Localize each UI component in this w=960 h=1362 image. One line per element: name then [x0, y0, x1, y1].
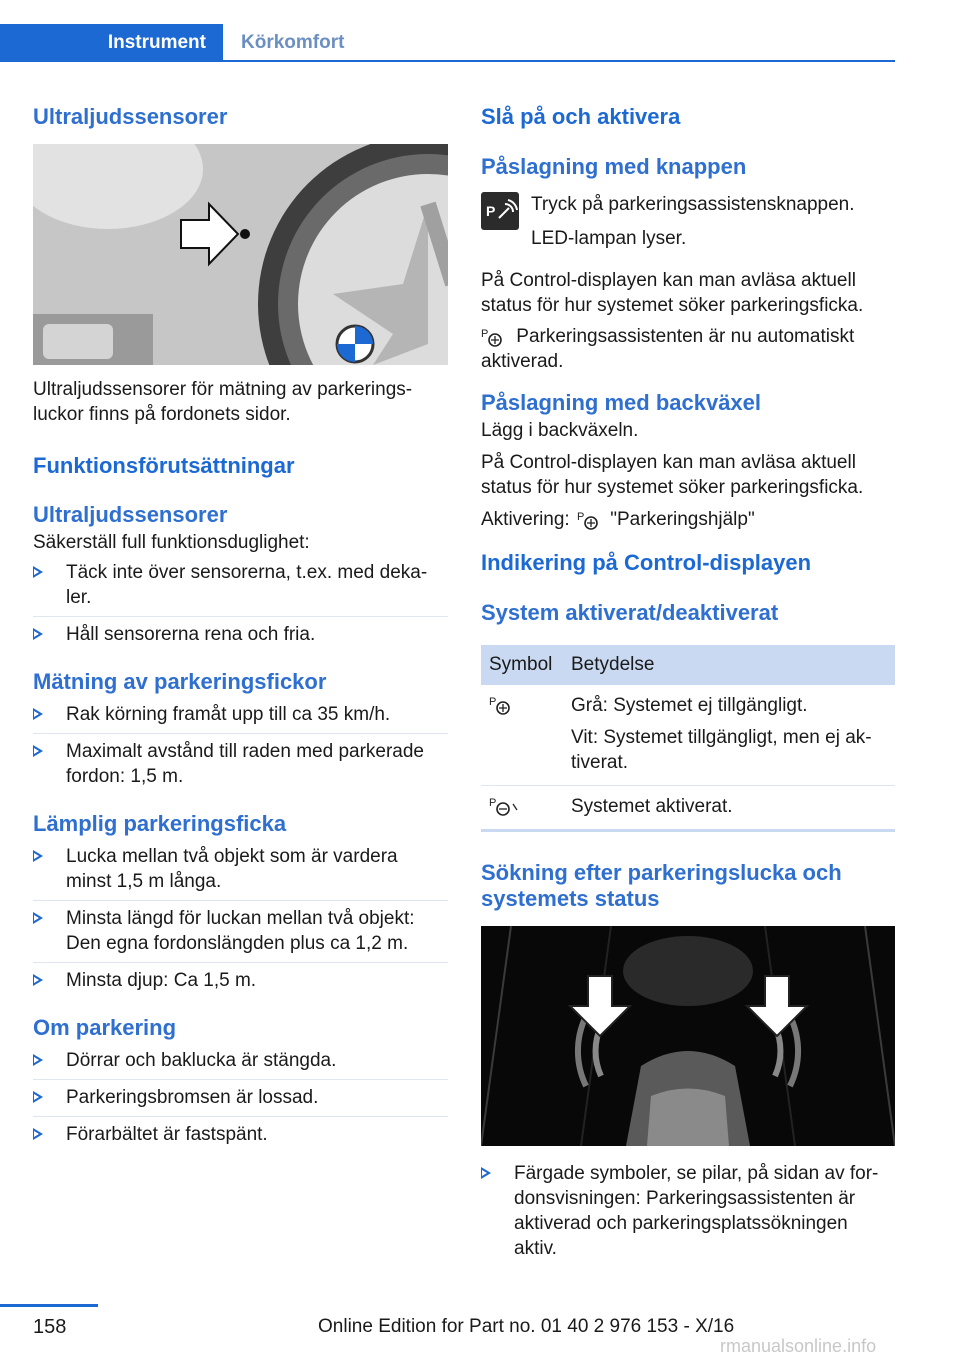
edition-footer: Online Edition for Part no. 01 40 2 976 153 - X/16 [318, 1316, 735, 1337]
sensor-photo [33, 144, 448, 365]
parking-display-illustration [481, 926, 895, 1146]
svg-text:P: P [489, 796, 497, 809]
about-list [33, 1043, 448, 1153]
bullet-arrow-icon [33, 1128, 43, 1140]
heading-button: Påslagning med knappen [481, 154, 747, 179]
list-item: Förarbältet är fastspänt. [33, 1117, 448, 1153]
bullet-arrow-icon [33, 1054, 43, 1066]
list-item: Täck inte över sensorerna, t.ex. med deka-ler. [33, 555, 448, 617]
list-item: Håll sensorerna rena och fria. [33, 617, 448, 653]
parking-display-photo [481, 926, 895, 1146]
right-column [481, 100, 895, 1267]
activation-text: Aktivering: P "Parkeringshjälp" [481, 509, 755, 530]
parking-assist-active-icon [489, 796, 519, 818]
heading-sensors-2: Ultraljudssensorer [33, 502, 228, 527]
heading-prereq: Funktionsförutsättningar [33, 453, 295, 478]
suitable-list [33, 839, 448, 999]
press-text: Tryck på parkeringsassistensknappen. [531, 194, 855, 215]
heading-system: System aktiverat/deaktiverat [481, 600, 779, 625]
header-tabs [0, 0, 895, 62]
heading-reverse: Påslagning med backväxel [481, 390, 762, 415]
sensor-caption: Ultraljudssensorer för mätning av parkerings-luckor finns på fordonets sidor. [33, 379, 413, 425]
status-text-1: På Control-displayen kan man avläsa aktuell status för hur systemet söker parkeringsficka. [481, 270, 864, 316]
sensor-list [33, 555, 448, 653]
list-item: Minsta längd för luckan mellan två objekt: Den egna fordonslängden plus ca 1,2 m. [33, 901, 448, 963]
list-item: Parkeringsbromsen är lossad. [33, 1080, 448, 1117]
svg-text:P: P [576, 510, 585, 523]
list-item: Minsta djup: Ca 1,5 m. [33, 963, 448, 999]
bullet-arrow-icon [33, 745, 43, 757]
table-header-symbol: Symbol [481, 645, 563, 685]
page-number: 158 [33, 1316, 67, 1338]
table-row [481, 685, 895, 786]
parking-assist-icon [575, 509, 605, 531]
bullet-arrow-icon [33, 974, 43, 986]
list-item: Lucka mellan två objekt som är vardera minst 1,5 m långa. [33, 839, 448, 901]
heading-about: Om parkering [33, 1015, 177, 1040]
row1-text-a: Grå: Systemet ej tillgängligt. [571, 695, 808, 716]
bullet-arrow-icon [33, 566, 43, 578]
ensure-text: Säkerställ full funktionsduglighet: [33, 532, 310, 553]
button-instruction [481, 188, 895, 256]
page-number-rule [0, 1304, 98, 1307]
heading-suitable: Lämplig parkeringsficka [33, 811, 287, 836]
row1-text-b: Vit: Systemet tillgängligt, men ej ak-tiverat. [571, 727, 872, 773]
list-item: Färgade symboler, se pilar, på sidan av for-donsvisningen: Parkeringsassistenten är aktiverad och parkeringsplatssökningen aktiv. [481, 1156, 895, 1267]
left-column [33, 100, 448, 1153]
auto-text: P Parkeringsassistenten är nu automatiskt aktiverad. [481, 326, 855, 372]
row2-text: Systemet aktiverat. [563, 786, 895, 831]
table-row [481, 786, 895, 831]
list-item: Maximalt avstånd till raden med parkerade fordon: 1,5 m. [33, 734, 448, 795]
svg-text:P: P [489, 695, 497, 708]
bullet-arrow-icon [33, 850, 43, 862]
heading-measure: Mätning av parkeringsfickor [33, 669, 327, 694]
table-header-meaning: Betydelse [563, 645, 895, 685]
svg-text:P: P [486, 203, 496, 219]
bullet-arrow-icon [33, 628, 43, 640]
measure-list [33, 697, 448, 795]
bullet-arrow-icon [33, 912, 43, 924]
parking-assist-inactive-icon [489, 695, 519, 717]
tab-instrument[interactable]: Instrument [0, 24, 223, 62]
watermark: rmanualsonline.info [720, 1336, 877, 1356]
heading-sensors: Ultraljudssensorer [33, 104, 228, 129]
list-item: Rak körning framåt upp till ca 35 km/h. [33, 697, 448, 734]
heading-display: Indikering på Control-displayen [481, 550, 812, 575]
search-list [481, 1156, 895, 1267]
heading-search: Sökning efter parkeringslucka och systemets status [481, 860, 842, 911]
status-text-2: På Control-displayen kan man avläsa aktuell status för hur systemet söker parkeringsficka. [481, 452, 864, 498]
symbol-table [481, 645, 895, 832]
parking-assist-icon [481, 326, 511, 348]
svg-text:P: P [481, 327, 489, 340]
tab-korkomfort[interactable]: Körkomfort [241, 32, 345, 53]
heading-enable: Slå på och aktivera [481, 104, 681, 129]
bullet-arrow-icon [33, 708, 43, 720]
bullet-arrow-icon [33, 1091, 43, 1103]
sensor-illustration [33, 144, 448, 365]
led-text: LED-lampan lyser. [531, 228, 687, 249]
reverse-text: Lägg i backväxeln. [481, 420, 639, 441]
list-item: Dörrar och baklucka är stängda. [33, 1043, 448, 1080]
parking-assist-button-icon [481, 192, 519, 230]
bullet-arrow-icon [481, 1167, 491, 1179]
